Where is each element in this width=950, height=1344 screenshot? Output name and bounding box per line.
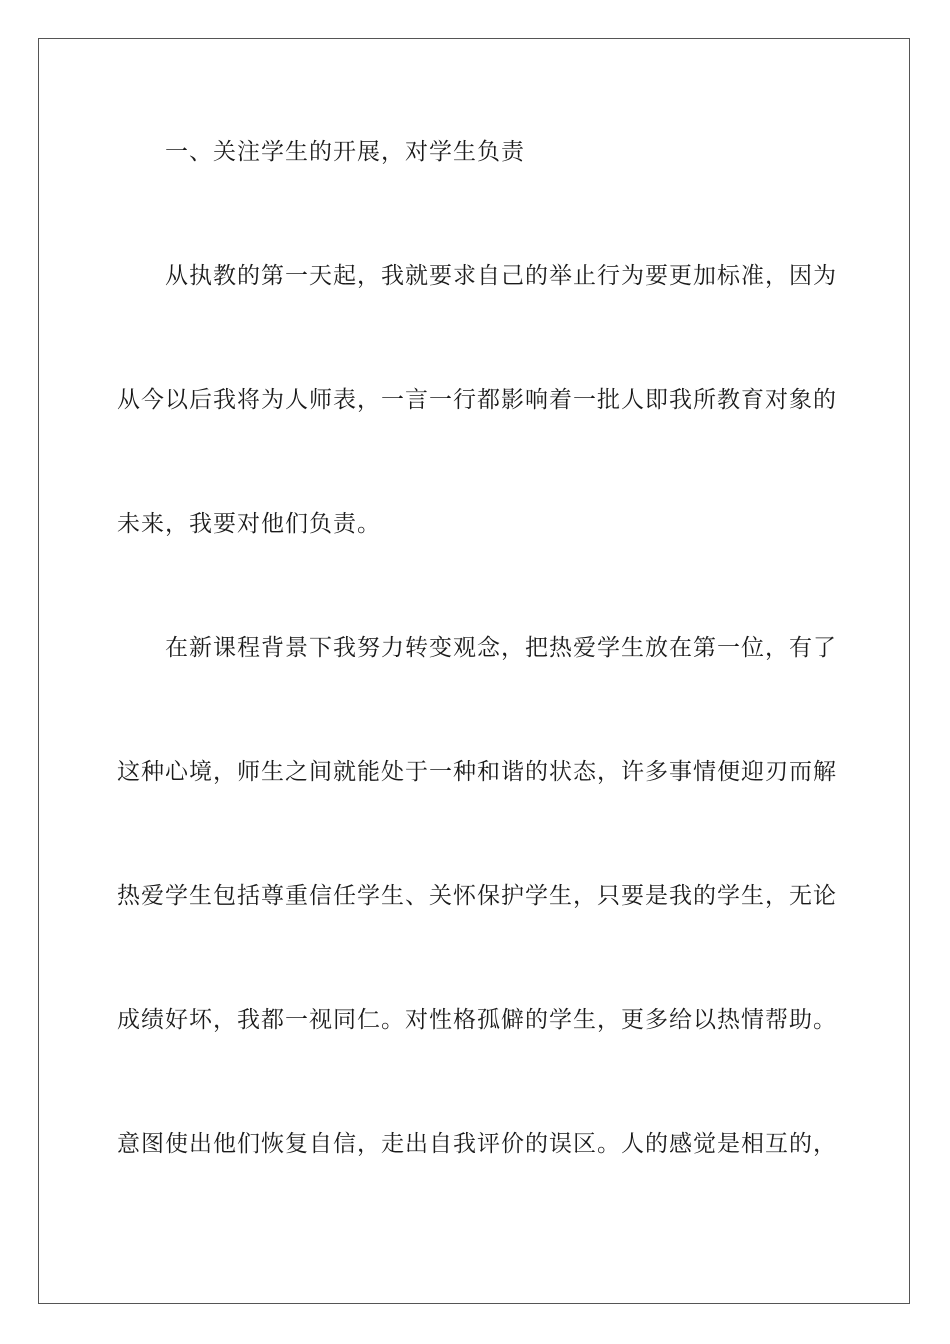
section-heading: 一、关注学生的开展，对学生负责	[165, 139, 525, 165]
paragraph-line: 热爱学生包括尊重信任学生、关怀保护学生，只要是我的学生，无论	[117, 883, 837, 909]
paragraph-line: 意图使出他们恢复自信，走出自我评价的误区。人的感觉是相互的，	[117, 1131, 837, 1157]
paragraph-line: 成绩好坏，我都一视同仁。对性格孤僻的学生，更多给以热情帮助。	[117, 1007, 837, 1033]
paragraph-line: 从今以后我将为人师表，一言一行都影响着一批人即我所教育对象的	[117, 387, 837, 413]
page-border	[38, 38, 910, 1304]
paragraph-line: 这种心境，师生之间就能处于一种和谐的状态，许多事情便迎刃而解	[117, 759, 837, 785]
paragraph-line: 在新课程背景下我努力转变观念，把热爱学生放在第一位，有了	[165, 635, 837, 661]
paragraph-line: 未来，我要对他们负责。	[117, 511, 381, 537]
paragraph-line: 从执教的第一天起，我就要求自己的举止行为要更加标准，因为	[165, 263, 837, 289]
